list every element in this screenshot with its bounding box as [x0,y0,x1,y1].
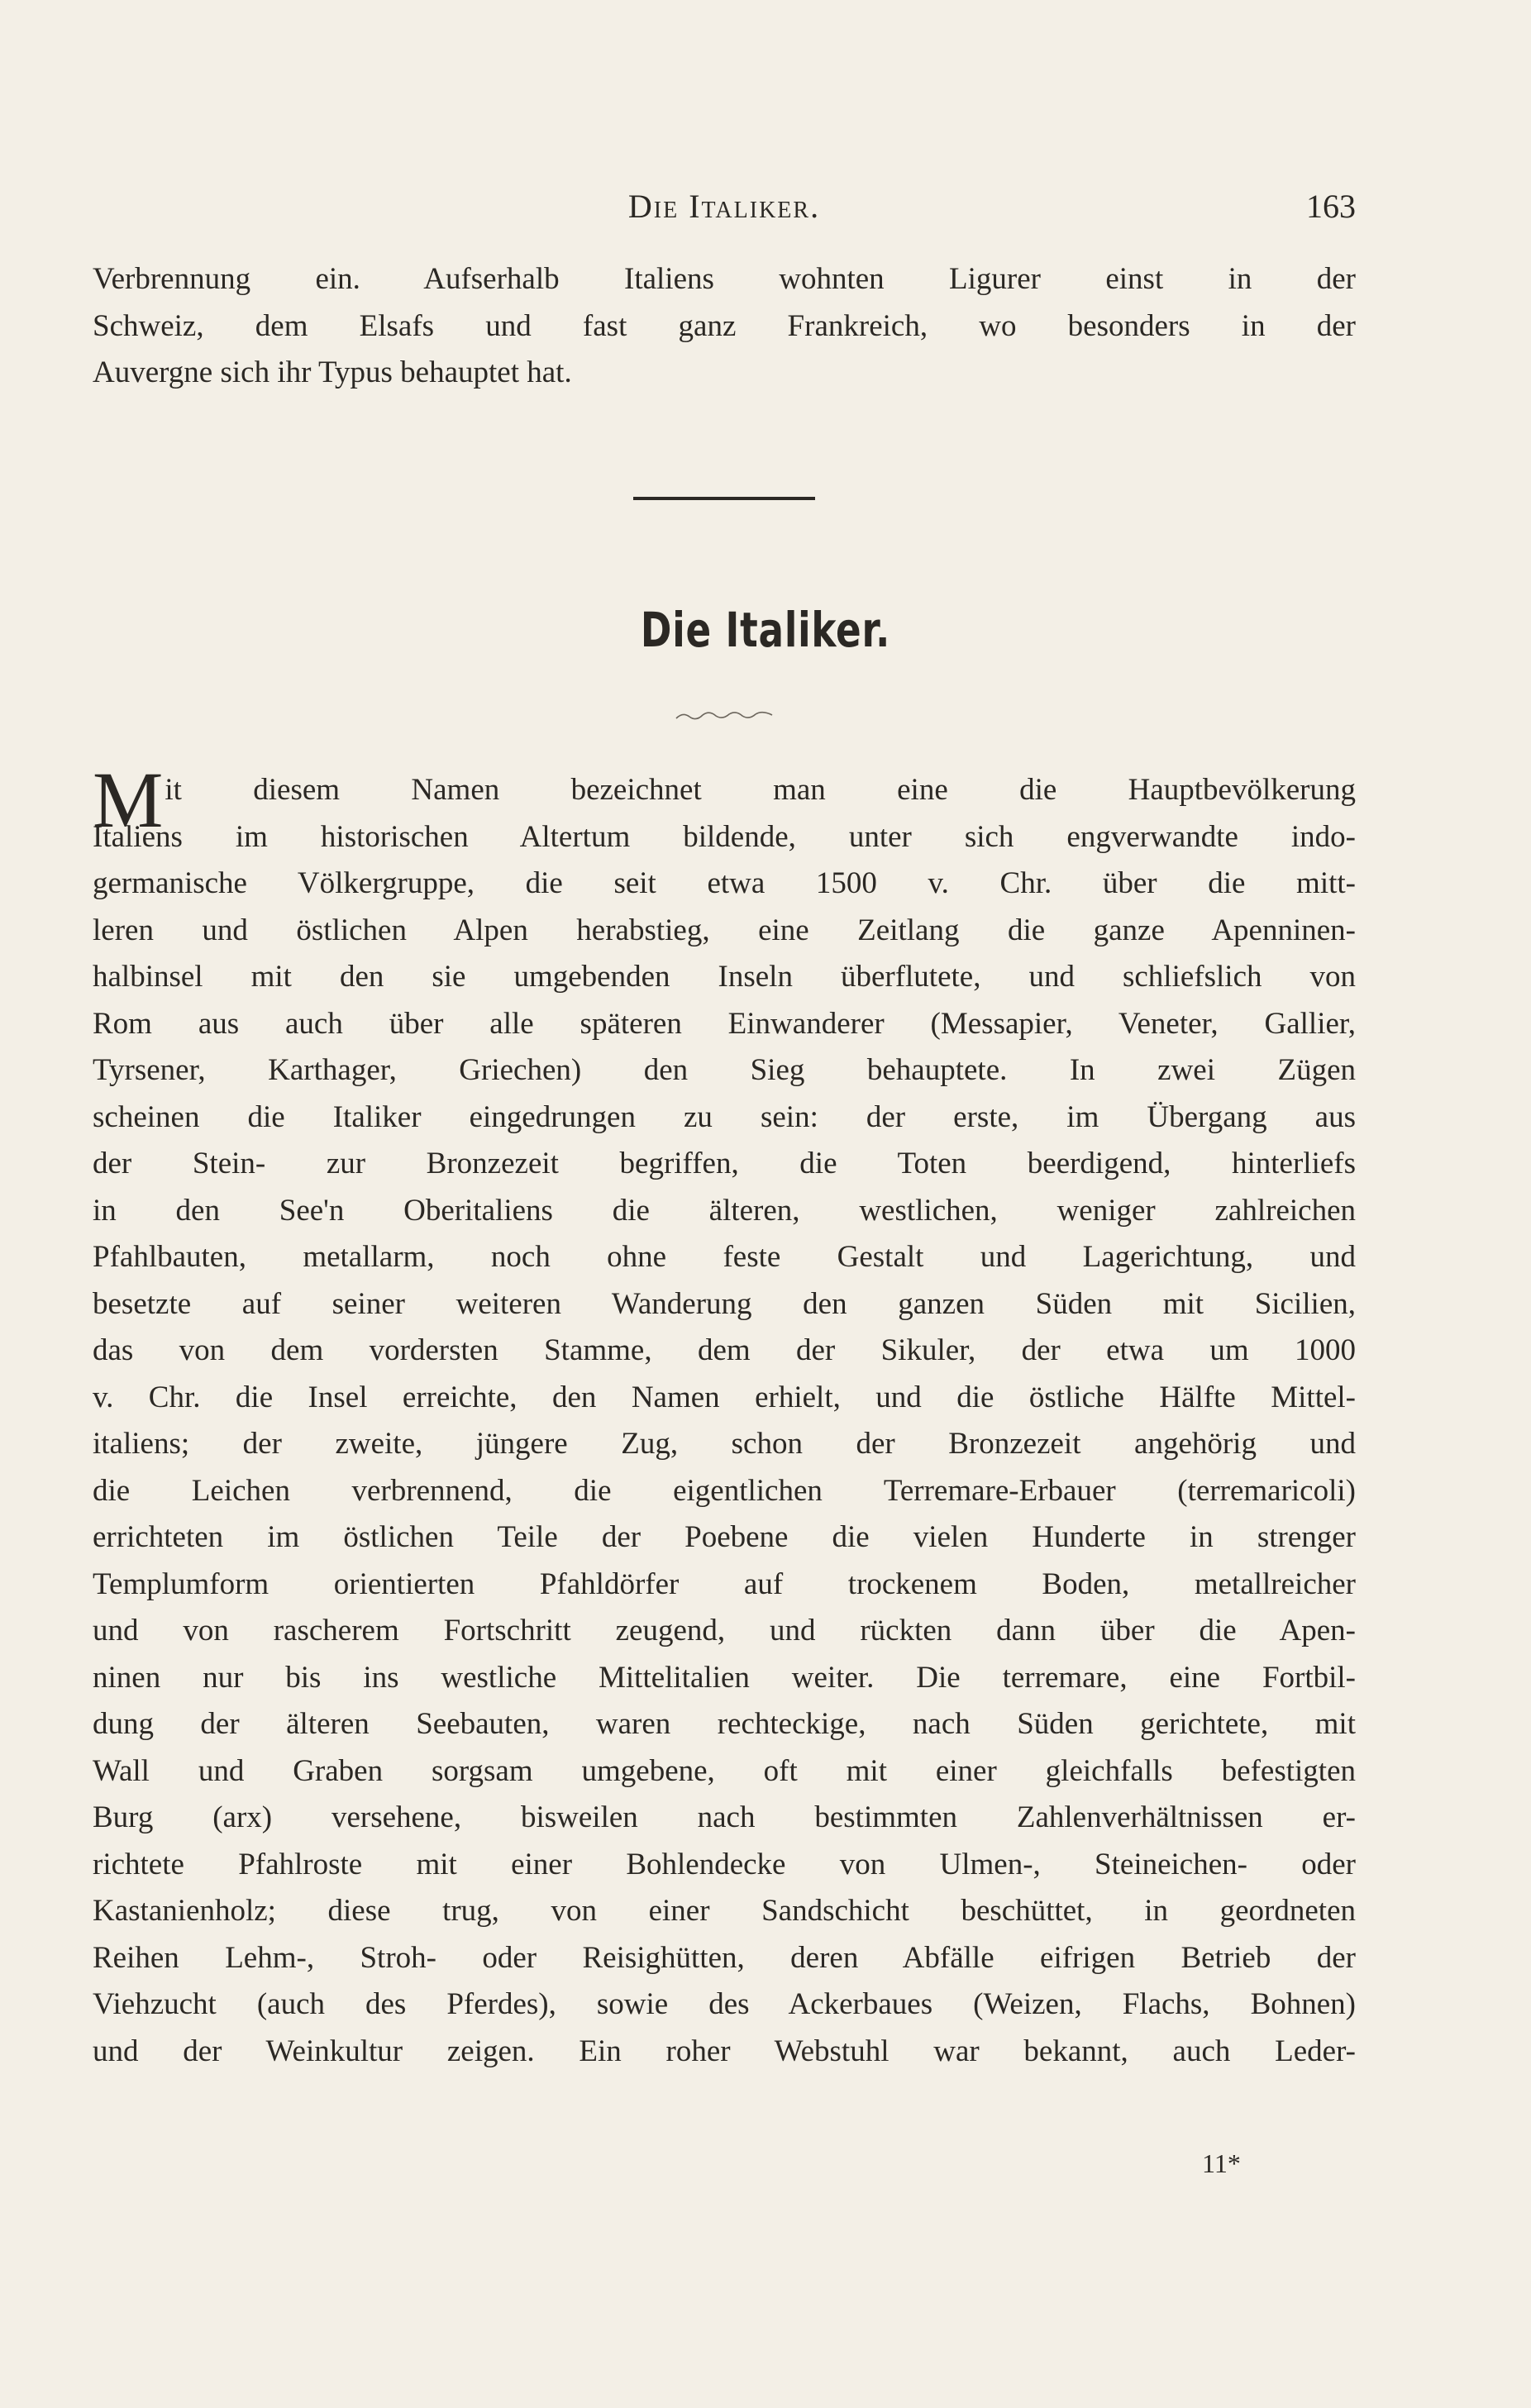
text-line: Reihen Lehm-, Stroh- oder Reisighütten, deren Abfälle eifrigen Betrieb der [93,1940,1356,1975]
text-line: Templumform orientierten Pfahldörfer auf trockenem Boden, metallreicher [93,1566,1356,1601]
text-line: errichteten im östlichen Teile der Poebene die vielen Hunderte in strenger [93,1520,1356,1554]
section-title: Die Italiker. [640,602,891,658]
text-line: Pfahlbauten, metallarm, noch ohne feste Gestalt und Lagerichtung, und [93,1240,1356,1274]
text-line: der Stein- zur Bronzezeit begriffen, die Toten beerdigend, hinterliefs [93,1147,1356,1180]
main-paragraph [93,756,1356,2075]
text-line: halbinsel mit den sie umgebenden Inseln überflutete, und schliefslich von [93,960,1356,994]
text-line: v. Chr. die Insel erreichte, den Namen erhielt, und die östliche Hälfte Mittel- [93,1380,1356,1414]
text-line: scheinen die Italiker eingedrungen zu sein: der erste, im Übergang aus [93,1099,1356,1134]
first-line-text: it diesem Namen bezeichnet man eine die Hauptbevölkerung [165,773,1356,807]
text-line: die Leichen verbrennend, die eigentlichen Terremare-Erbauer (terremaricoli) [93,1473,1356,1508]
text-line: Verbrennung ein. Aufserhalb Italiens wohnten Ligurer einst in der [93,262,1356,296]
text-line: leren und östlichen Alpen herabstieg, eine Zeitlang die ganze Apenninen- [93,913,1356,947]
text-line: Tyrsener, Karthager, Griechen) den Sieg behauptete. In zwei Zügen [93,1053,1356,1087]
text-line: Wall und Graben sorgsam umgebene, oft mit einer gleichfalls befestigten [93,1753,1356,1788]
page-number: 163 [1306,188,1356,225]
ornament-flourish-icon [675,708,774,722]
text-line: und der Weinkultur zeigen. Ein roher Webstuhl war bekannt, auch Leder- [93,2034,1356,2068]
text-line: italiens; der zweite, jüngere Zug, schon der Bronzezeit angehörig und [93,1427,1356,1461]
text-line: germanische Völkergruppe, die seit etwa 1500 v. Chr. über die mitt- [93,866,1356,900]
text-line: in den See'n Oberitaliens die älteren, westlichen, weniger zahlreichen [93,1193,1356,1228]
running-title: Die Italiker. [627,188,821,225]
text-line: Auvergne sich ihr Typus behauptet hat. [93,355,572,389]
text-line: Rom aus auch über alle späteren Einwanderer (Messapier, Veneter, Gallier, [93,1006,1356,1041]
text-line: Kastanienholz; diese trug, von einer Sandschicht beschüttet, in geordneten [93,1894,1356,1928]
text-line: dung der älteren Seebauten, waren rechteckige, nach Süden gerichtete, mit [93,1707,1356,1741]
text-line: richtete Pfahlroste mit einer Bohlendecke von Ulmen-, Steineichen- oder [93,1847,1356,1881]
running-head [93,187,1356,236]
text-line: und von rascherem Fortschritt zeugend, und rückten dann über die Apen- [93,1614,1356,1647]
intro-paragraph [93,256,1356,397]
text-line: Schweiz, dem Elsafs und fast ganz Frankreich, wo besonders in der [93,308,1356,343]
text-line: Italiens im historischen Altertum bildende, unter sich engverwandte indo- [93,819,1356,854]
section-divider-rule [633,497,815,500]
text-line: das von dem vordersten Stamme, dem der Sikuler, der etwa um 1000 [93,1333,1356,1367]
signature-mark: 11* [1202,2148,1241,2178]
text-line: Burg (arx) versehene, bisweilen nach bestimmten Zahlenverhältnissen er- [93,1800,1356,1834]
drop-cap: M [93,756,164,844]
text-line: besetzte auf seiner weiteren Wanderung den ganzen Süden mit Sicilien, [93,1286,1356,1321]
text-line: ninen nur bis ins westliche Mittelitalien weiter. Die terremare, eine Fortbil- [93,1660,1356,1695]
text-line: Viehzucht (auch des Pferdes), sowie des Ackerbaues (Weizen, Flachs, Bohnen) [93,1987,1356,2021]
